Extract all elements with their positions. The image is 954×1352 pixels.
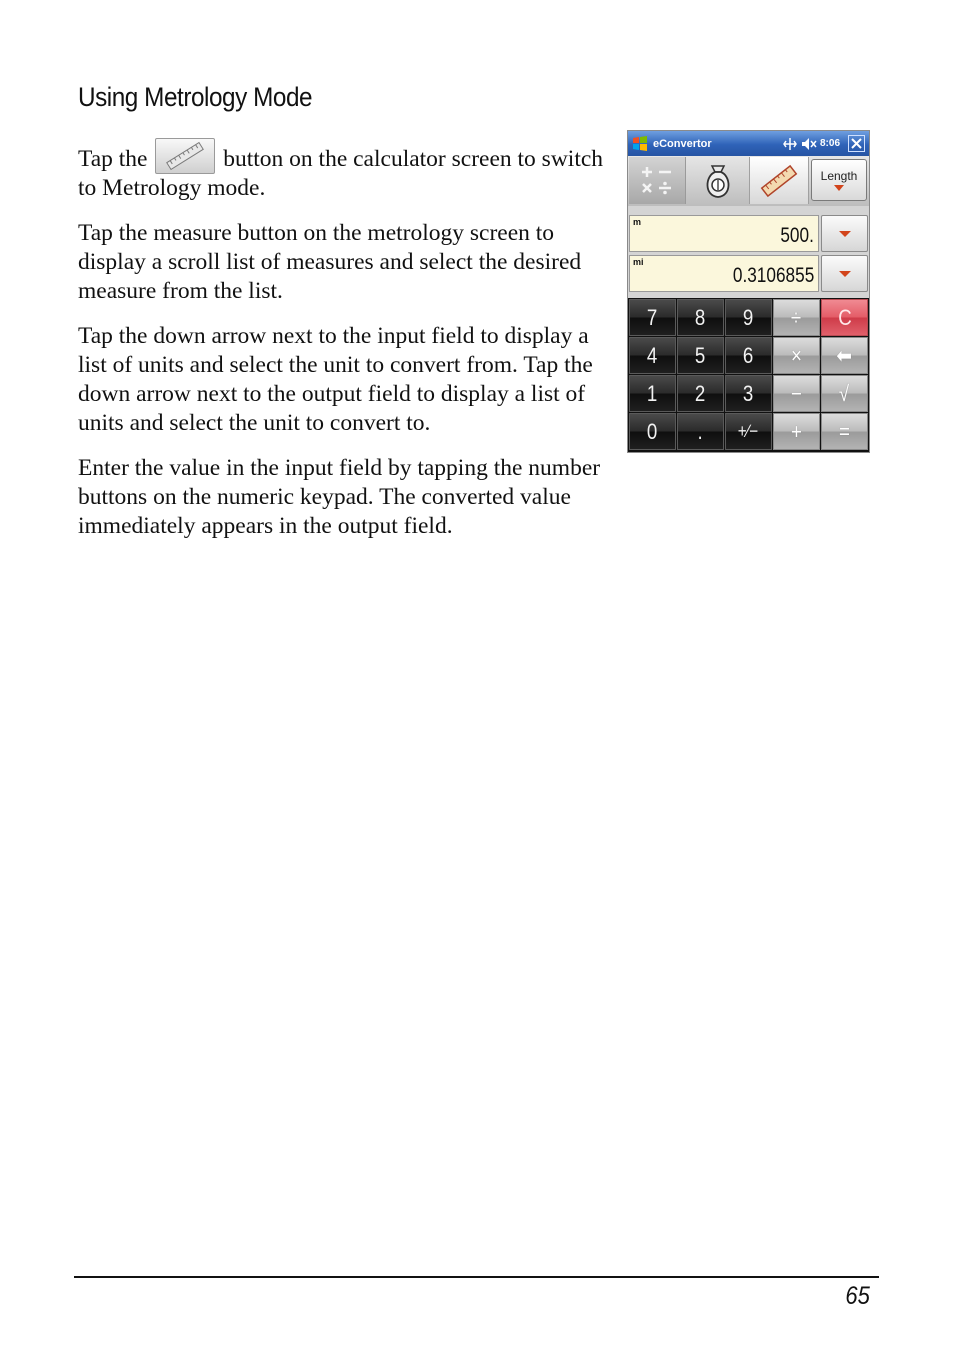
mode-toolbar bbox=[628, 156, 869, 206]
paragraph-1 bbox=[78, 138, 613, 203]
body-text bbox=[78, 138, 613, 557]
money-bag-icon bbox=[701, 162, 735, 200]
key-backspace[interactable] bbox=[821, 337, 868, 374]
calculator-mode-button[interactable] bbox=[629, 157, 686, 204]
conversion-fields bbox=[628, 206, 869, 298]
output-value: 0.3106855 bbox=[732, 264, 814, 287]
ruler-icon bbox=[155, 138, 215, 174]
key-square-root[interactable] bbox=[821, 375, 868, 412]
key-equals[interactable]: = bbox=[821, 413, 868, 450]
key-6[interactable]: 6 bbox=[725, 337, 772, 374]
output-field[interactable] bbox=[629, 255, 819, 292]
input-unit-dropdown-button[interactable] bbox=[821, 215, 868, 252]
app-title: eConvertor bbox=[653, 137, 712, 150]
footer-divider bbox=[74, 1276, 879, 1278]
clock[interactable]: 8:06 bbox=[819, 138, 840, 149]
dropdown-arrow-icon bbox=[839, 231, 851, 237]
key-multiply[interactable]: × bbox=[773, 337, 820, 374]
key-7[interactable]: 7 bbox=[629, 299, 676, 336]
key-5[interactable]: 5 bbox=[677, 337, 724, 374]
key-9[interactable]: 9 bbox=[725, 299, 772, 336]
measure-select-button[interactable] bbox=[811, 159, 867, 201]
ruler-icon bbox=[757, 161, 801, 201]
paragraph-2: Tap the measure button on the metrology screen to display a scroll list of measures and select the desired measure from the list. bbox=[78, 220, 582, 304]
calculator-icon bbox=[637, 163, 677, 199]
backspace-icon: ⬅ bbox=[836, 342, 853, 368]
windows-start-icon[interactable] bbox=[631, 135, 649, 153]
p1-after-text: button on the calculator screen to switch to Metrology mode. bbox=[78, 146, 604, 201]
paragraph-3: Tap the down arrow next to the input field to display a list of units and select the unit to convert from. Tap the down arrow next to the output field to display a list of units and select the unit to convert to. bbox=[78, 323, 593, 436]
dropdown-arrow-icon bbox=[839, 271, 851, 277]
key-plus-minus[interactable]: +∕− bbox=[725, 413, 772, 450]
key-8[interactable]: 8 bbox=[677, 299, 724, 336]
input-field[interactable] bbox=[629, 215, 819, 252]
currency-mode-button[interactable] bbox=[687, 157, 748, 204]
output-unit-dropdown-button[interactable] bbox=[821, 255, 868, 292]
input-unit: m bbox=[633, 217, 642, 227]
close-icon[interactable] bbox=[848, 135, 865, 152]
input-value: 500. bbox=[780, 224, 814, 247]
numeric-keypad bbox=[628, 298, 869, 452]
key-0[interactable]: 0 bbox=[629, 413, 676, 450]
p1-before-text: Tap the bbox=[78, 146, 148, 172]
dropdown-arrow-icon bbox=[834, 185, 844, 191]
title-bar bbox=[628, 131, 869, 156]
paragraph-4: Enter the value in the input field by tapping the number buttons on the numeric keypad. The converted value immediately appears in the output field. bbox=[78, 455, 601, 539]
key-1[interactable]: 1 bbox=[629, 375, 676, 412]
key-clear[interactable]: C bbox=[821, 299, 868, 336]
metrology-mode-button[interactable] bbox=[749, 157, 809, 204]
volume-muted-icon[interactable] bbox=[801, 137, 817, 151]
device-screenshot bbox=[627, 130, 870, 453]
key-plus[interactable]: + bbox=[773, 413, 820, 450]
square-root-icon: √ bbox=[839, 380, 850, 406]
key-minus[interactable]: − bbox=[773, 375, 820, 412]
page-number: 65 bbox=[845, 1282, 870, 1310]
key-divide[interactable]: ÷ bbox=[773, 299, 820, 336]
key-decimal[interactable]: . bbox=[677, 413, 724, 450]
key-3[interactable]: 3 bbox=[725, 375, 772, 412]
measure-label: Length bbox=[820, 169, 858, 183]
key-2[interactable]: 2 bbox=[677, 375, 724, 412]
key-4[interactable]: 4 bbox=[629, 337, 676, 374]
connectivity-icon[interactable] bbox=[782, 137, 798, 151]
output-unit: mi bbox=[633, 257, 644, 267]
section-heading: Using Metrology Mode bbox=[78, 82, 313, 112]
